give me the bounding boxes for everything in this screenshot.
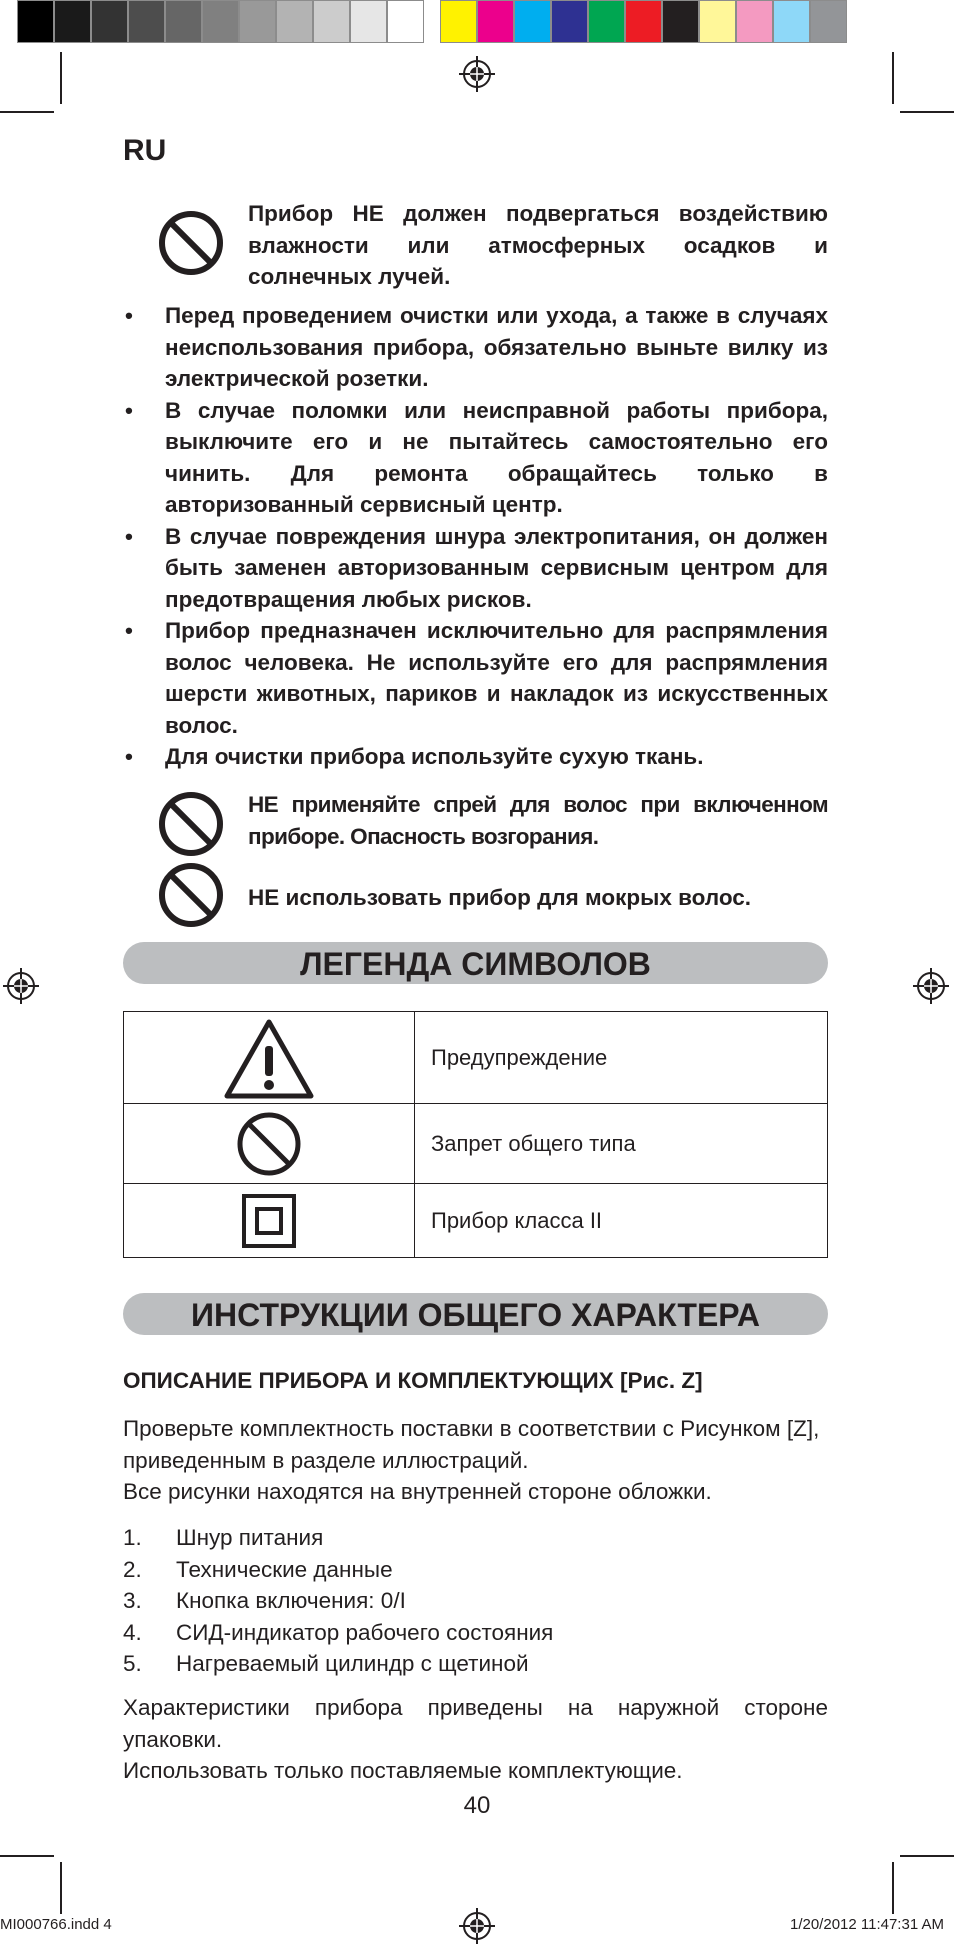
- crop-mark: [0, 1855, 54, 1857]
- table-cell-symbol: [124, 1012, 415, 1104]
- crop-mark: [892, 52, 894, 104]
- prohibition-icon: [158, 862, 224, 928]
- color-swatch: [477, 0, 514, 43]
- intro-paragraph: [123, 1413, 828, 1508]
- warning-moisture-text: Прибор НЕ должен подвергаться воздействию влажности или атмосферных осадков и солнечных лучей.: [248, 201, 828, 289]
- warning-moisture: [158, 198, 828, 293]
- color-swatch: [276, 0, 313, 43]
- list-item: 2. Технические данные: [123, 1556, 393, 1582]
- prohibition-icon: [158, 210, 224, 276]
- color-swatch: [313, 0, 350, 43]
- crop-mark: [900, 111, 954, 113]
- legend-section-title: ЛЕГЕНДА СИМВОЛОВ: [123, 942, 828, 984]
- color-swatch: [551, 0, 588, 43]
- color-swatch: [165, 0, 202, 43]
- color-swatch: [440, 0, 477, 43]
- color-swatch: [202, 0, 239, 43]
- color-swatch: [17, 0, 54, 43]
- warning-wet-hair: [158, 862, 828, 928]
- crop-mark: [0, 111, 54, 113]
- color-swatch: [588, 0, 625, 43]
- list-item: • Для очистки прибора используйте сухую ткань.: [123, 741, 828, 773]
- crop-mark: [60, 1862, 62, 1914]
- color-swatch: [662, 0, 699, 43]
- table-row: [124, 1104, 828, 1184]
- table-cell-label: Запрет общего типа: [415, 1104, 828, 1184]
- color-calibration-bar: [17, 0, 847, 43]
- safety-bullet-list: [123, 300, 828, 773]
- color-swatch: [699, 0, 736, 43]
- table-row: [124, 1012, 828, 1104]
- list-item: 4. СИД-индикатор рабочего состояния: [123, 1619, 554, 1645]
- table-cell-symbol: [124, 1184, 415, 1258]
- crop-mark: [60, 52, 62, 104]
- table-row: [124, 1184, 828, 1258]
- registration-mark-icon: [459, 56, 495, 92]
- color-swatch: [128, 0, 165, 43]
- list-item: 1. Шнур питания: [123, 1525, 324, 1550]
- registration-mark-icon: [3, 968, 39, 1004]
- warning-triangle-icon: [221, 1016, 317, 1102]
- registration-mark-icon: [459, 1908, 495, 1944]
- outro-text-2: Использовать только поставляемые комплектующие.: [123, 1758, 683, 1783]
- list-item: • В случае поломки или неисправной работы прибора, выключите его и не пытайтесь самостоятельно его чинить. Для ремонта обращайтесь только в авторизованный сервисный центр.: [123, 395, 828, 521]
- general-section-title: ИНСТРУКЦИИ ОБЩЕГО ХАРАКТЕРА: [123, 1293, 828, 1335]
- description-heading: ОПИСАНИЕ ПРИБОРА И КОМПЛЕКТУЮЩИХ [Рис. Z]: [123, 1368, 703, 1393]
- list-item: 5. Нагреваемый цилиндр с щетиной: [123, 1651, 529, 1676]
- outro-paragraph: [123, 1692, 828, 1787]
- table-cell-symbol: [124, 1104, 415, 1184]
- list-item: • В случае повреждения шнура электропитания, он должен быть заменен авторизованным сервисным центром для предотвращения любых рисков.: [123, 521, 828, 616]
- color-swatch: [54, 0, 91, 43]
- crop-mark: [900, 1855, 954, 1857]
- prohibition-icon: [236, 1111, 302, 1177]
- registration-mark-icon: [913, 968, 949, 1004]
- intro-text-2: Все рисунки находятся на внутренней стороне обложки.: [123, 1479, 712, 1504]
- slug-timestamp: 1/20/2012 11:47:31 AM: [789, 1916, 944, 1933]
- slug-filename: MI000766.indd 4: [0, 1916, 112, 1933]
- page-number: 40: [463, 1792, 491, 1819]
- list-item: 3. Кнопка включения: 0/I: [123, 1588, 406, 1613]
- outro-text: Характеристики прибора приведены на наружной стороне упаковки.: [123, 1695, 828, 1752]
- color-swatch: [773, 0, 810, 43]
- symbol-legend-table: [123, 1011, 828, 1258]
- warning-spray-text: НЕ применяйте спрей для волос при включенном приборе. Опасность возгорания.: [248, 792, 828, 849]
- list-item: • Прибор предназначен исключительно для распрямления волос человека. Не используйте его для распрямления шерсти животных, париков и накладок из искусственных волос.: [123, 615, 828, 741]
- intro-text: Проверьте комплектность поставки в соответствии с Рисунком [Z], приведенным в разделе иллюстраций.: [123, 1416, 820, 1473]
- crop-mark: [892, 1862, 894, 1914]
- color-swatch: [810, 0, 847, 43]
- table-cell-label: Прибор класса II: [415, 1184, 828, 1258]
- color-swatch: [91, 0, 128, 43]
- class-ii-double-square-icon: [241, 1193, 297, 1249]
- color-swatch: [625, 0, 662, 43]
- color-swatch: [514, 0, 551, 43]
- color-swatch: [736, 0, 773, 43]
- prohibition-icon: [158, 791, 224, 857]
- warning-wet-hair-text: НЕ использовать прибор для мокрых волос.: [248, 885, 752, 910]
- parts-list: [123, 1522, 553, 1680]
- table-cell-label: Предупреждение: [415, 1012, 828, 1104]
- language-code: RU: [123, 134, 167, 167]
- color-swatch: [350, 0, 387, 43]
- warning-spray: [158, 789, 828, 857]
- color-swatch: [239, 0, 276, 43]
- color-swatch: [387, 0, 424, 43]
- list-item: • Перед проведением очистки или ухода, а также в случаях неиспользования прибора, обязательно выньте вилку из электрической розетки.: [123, 300, 828, 395]
